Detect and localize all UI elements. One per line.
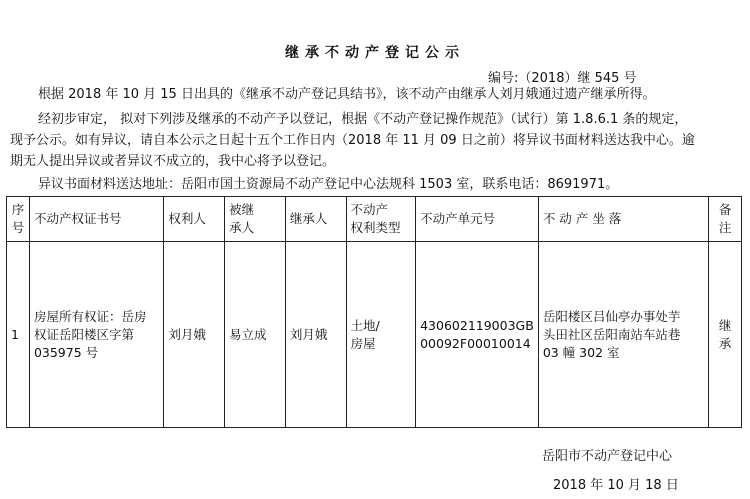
paragraph-review-line2: 现予公示。如有异议，请自本公示之日起十五个工作日内（2018 年 11 月 09 日之前）将异议书面材料送达我中心。逾: [10, 133, 695, 148]
table-header-row: [7, 197, 742, 242]
header-location: 不 动 产 坐 落: [538, 197, 709, 242]
header-seq: 序 号: [7, 197, 30, 242]
issuing-organization: 岳阳市不动产登记中心: [542, 449, 673, 464]
header-remark: 备 注: [709, 197, 742, 242]
cell-remark: 继 承: [709, 242, 742, 428]
cell-owner: 刘月娥: [164, 242, 225, 428]
issue-date: 2018 年 10 月 18 日: [553, 478, 679, 493]
header-cert-no: 不动产权证书号: [29, 197, 163, 242]
table-row: [7, 242, 742, 428]
header-right-type: 不动产 权利类型: [346, 197, 416, 242]
page-title: 继承不动产登记公示: [285, 45, 465, 61]
header-unit-no: 不动产单元号: [416, 197, 539, 242]
cell-seq: 1: [7, 242, 30, 428]
header-owner: 权利人: [164, 197, 225, 242]
header-inherited-from: 被继 承人: [225, 197, 286, 242]
document-number: 编号:（2018）继 545 号: [488, 71, 637, 86]
header-heir: 继承人: [285, 197, 346, 242]
cell-location: 岳阳楼区吕仙亭办事处芋 头田社区岳阳南站车站巷 03 幢 302 室: [538, 242, 709, 428]
paragraph-address: 异议书面材料送达地址：岳阳市国土资源局不动产登记中心法规科 1503 室，联系电话：8691971。: [38, 177, 619, 192]
cell-heir: 刘月娥: [285, 242, 346, 428]
cell-unit-no: 430602119003GB 00092F00010014: [416, 242, 539, 428]
paragraph-review-line1: 经初步审定， 拟对下列涉及继承的不动产予以登记，根据《不动产登记操作规范》（试行）第 1.8.6.1 条的规定，: [38, 112, 688, 127]
cell-right-type: 土地/ 房屋: [346, 242, 416, 428]
cell-cert-no: 房屋所有权证：岳房 权证岳阳楼区字第 035975 号: [29, 242, 163, 428]
cell-inherited-from: 易立成: [225, 242, 286, 428]
property-table: [6, 196, 742, 428]
paragraph-review-line3: 期无人提出异议或者异议不成立的，我中心将予以登记。: [10, 154, 336, 169]
paragraph-basis: 根据 2018 年 10 月 15 日出具的《继承不动产登记具结书》，该不动产由继承人刘月娥通过遗产继承所得。: [38, 87, 656, 102]
